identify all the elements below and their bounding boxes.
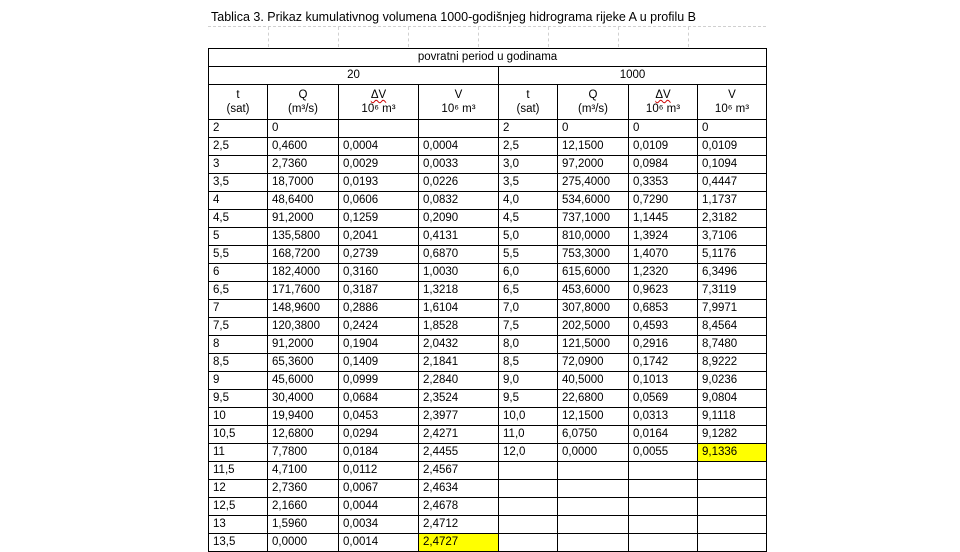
table-cell [499,462,558,480]
table-cell: 2,0432 [419,336,499,354]
table-cell: 275,4000 [558,174,629,192]
table-cell: 2,4678 [419,498,499,516]
table-cell: 0,2886 [339,300,419,318]
table-row [209,246,767,264]
table-cell: 0,2090 [419,210,499,228]
table-cell: 97,2000 [558,156,629,174]
table-cell: 1,2320 [629,264,698,282]
table-cell: 3 [209,156,268,174]
table-cell: 0,0112 [339,462,419,480]
table-cell: 1,1737 [698,192,767,210]
table-row [209,120,767,138]
table-cell: 0 [558,120,629,138]
table-row [209,462,767,480]
table-caption: Tablica 3. Prikaz kumulativnog volumena 1000-godišnjeg hidrograma rijeke A u profilu B [211,10,696,24]
table-cell: 6,3496 [698,264,767,282]
table-cell: 8,5 [209,354,268,372]
table-row [209,192,767,210]
table-row [209,480,767,498]
table-cell: 2,4634 [419,480,499,498]
table-cell: 0,1742 [629,354,698,372]
col-header: Q (m³/s) [268,85,339,120]
table-cell: 0,6870 [419,246,499,264]
table-cell: 10,0 [499,408,558,426]
table-cell: 5,1176 [698,246,767,264]
table-cell: 48,6400 [268,192,339,210]
table-cell: 121,5000 [558,336,629,354]
table-cell: 6,0750 [558,426,629,444]
table-cell: 6,0 [499,264,558,282]
table-cell: 12 [209,480,268,498]
table-row [209,174,767,192]
table-cell: 1,3218 [419,282,499,300]
col-header: t (sat) [209,85,268,120]
table-cell [558,534,629,552]
table-cell: 7,7800 [268,444,339,462]
table-cell: 2,4727 [419,534,499,552]
period-title: povratni period u godinama [209,49,767,67]
table-cell: 4,5 [209,210,268,228]
table-cell: 453,6000 [558,282,629,300]
table-cell: 0,0034 [339,516,419,534]
table-cell: 9,1118 [698,408,767,426]
table-cell: 11,0 [499,426,558,444]
table-cell: 0,3353 [629,174,698,192]
table-cell [698,534,767,552]
table-cell: 13,5 [209,534,268,552]
table-cell: 12,5 [209,498,268,516]
table-cell: 4,5 [499,210,558,228]
col-header: ΔV 10⁶ m³ [339,85,419,120]
table-cell: 1,3924 [629,228,698,246]
volume-table [208,48,767,552]
table-cell: 0,1904 [339,336,419,354]
table-cell: 8,4564 [698,318,767,336]
table-cell: 0,1013 [629,372,698,390]
table-cell: 0,0984 [629,156,698,174]
table-cell: 7,3119 [698,282,767,300]
table-cell [698,516,767,534]
table-cell: 2,3182 [698,210,767,228]
table-cell: 0,0164 [629,426,698,444]
table-cell: 12,1500 [558,138,629,156]
table-cell: 10 [209,408,268,426]
table-cell: 8,5 [499,354,558,372]
table-cell: 0,4447 [698,174,767,192]
table-cell: 2,7360 [268,156,339,174]
table-cell [558,462,629,480]
table-cell: 0,4131 [419,228,499,246]
table-cell: 9,5 [499,390,558,408]
table-cell: 2,4712 [419,516,499,534]
table-row [209,156,767,174]
col-header: t (sat) [499,85,558,120]
table-cell: 2,5 [209,138,268,156]
table-cell: 753,3000 [558,246,629,264]
table-cell: 11 [209,444,268,462]
table-cell: 171,7600 [268,282,339,300]
table-cell: 0 [268,120,339,138]
table-cell: 0,1094 [698,156,767,174]
table-cell: 7,5 [499,318,558,336]
table-row [209,264,767,282]
table-cell [558,516,629,534]
table-cell: 120,3800 [268,318,339,336]
table-cell: 18,7000 [268,174,339,192]
table-cell: 135,5800 [268,228,339,246]
table-cell: 0,0184 [339,444,419,462]
table-cell: 0,0067 [339,480,419,498]
table-cell: 5,0 [499,228,558,246]
table-cell: 19,9400 [268,408,339,426]
table-row [209,210,767,228]
table-row [209,534,767,552]
table-cell [558,480,629,498]
table-cell: 0,2424 [339,318,419,336]
table-cell: 1,8528 [419,318,499,336]
col-header: Q (m³/s) [558,85,629,120]
table-cell: 202,5000 [558,318,629,336]
table-cell [499,498,558,516]
table-cell: 1,5960 [268,516,339,534]
table-cell: 5,5 [209,246,268,264]
table-cell: 0,9623 [629,282,698,300]
table-cell: 615,6000 [558,264,629,282]
table-cell: 7,5 [209,318,268,336]
table-row [209,390,767,408]
table-row [209,354,767,372]
table-cell [558,498,629,516]
table-cell: 1,6104 [419,300,499,318]
table-cell: 2,5 [499,138,558,156]
table-cell: 91,2000 [268,210,339,228]
table-cell: 2,1841 [419,354,499,372]
table-cell: 3,7106 [698,228,767,246]
table-cell [629,516,698,534]
table-cell [499,534,558,552]
table-cell: 8,9222 [698,354,767,372]
table-row [209,372,767,390]
table-cell: 9 [209,372,268,390]
period-20-header: 20 [209,67,499,85]
column-header-row [209,85,767,120]
table-cell: 2,1660 [268,498,339,516]
table-cell: 0,1409 [339,354,419,372]
col-header: V 10⁶ m³ [419,85,499,120]
table-cell: 0,0033 [419,156,499,174]
table-cell: 0,0004 [339,138,419,156]
table-cell: 1,4070 [629,246,698,264]
table-row [209,426,767,444]
table-cell: 2,4567 [419,462,499,480]
table-cell [629,480,698,498]
period-1000-header: 1000 [499,67,767,85]
table-cell: 8,0 [499,336,558,354]
table-cell: 30,4000 [268,390,339,408]
table-cell: 65,3600 [268,354,339,372]
table-cell: 2 [499,120,558,138]
table-cell: 6 [209,264,268,282]
table-cell [629,462,698,480]
table-row [209,444,767,462]
table-cell: 0,0044 [339,498,419,516]
table-cell: 2,3524 [419,390,499,408]
table-cell: 0,0226 [419,174,499,192]
table-cell: 0 [698,120,767,138]
table-cell [698,462,767,480]
table-cell: 0,0606 [339,192,419,210]
table-cell: 45,6000 [268,372,339,390]
table-cell: 148,9600 [268,300,339,318]
table-cell: 2,4455 [419,444,499,462]
table-cell: 9,0804 [698,390,767,408]
table-cell: 0,0313 [629,408,698,426]
table-cell: 3,5 [209,174,268,192]
table-cell [629,534,698,552]
table-cell: 0,0029 [339,156,419,174]
table-cell: 0 [629,120,698,138]
table-cell [419,120,499,138]
table-cell: 2,4271 [419,426,499,444]
table-cell: 0,4600 [268,138,339,156]
table-cell: 2,3977 [419,408,499,426]
table-row [209,228,767,246]
table-cell: 0,0109 [629,138,698,156]
table-cell: 168,7200 [268,246,339,264]
table-cell: 0,1259 [339,210,419,228]
table-cell: 1,1445 [629,210,698,228]
table-cell: 12,6800 [268,426,339,444]
table-cell: 9,0 [499,372,558,390]
table-cell: 1,0030 [419,264,499,282]
table-cell: 0,0193 [339,174,419,192]
table-cell: 12,1500 [558,408,629,426]
table-cell: 0,2916 [629,336,698,354]
table-cell [339,120,419,138]
table-row [209,138,767,156]
table-cell: 22,6800 [558,390,629,408]
table-cell: 0,0832 [419,192,499,210]
table-cell: 4,0 [499,192,558,210]
table-row [209,498,767,516]
table-cell: 0,0000 [558,444,629,462]
table-cell: 9,0236 [698,372,767,390]
table-cell: 11,5 [209,462,268,480]
table-cell [629,498,698,516]
table-cell [499,516,558,534]
table-cell: 0,0109 [698,138,767,156]
table-cell: 0,0684 [339,390,419,408]
table-cell: 91,2000 [268,336,339,354]
table-cell: 10,5 [209,426,268,444]
table-row [209,300,767,318]
table-cell: 7,9971 [698,300,767,318]
table-cell: 0,0000 [268,534,339,552]
table-cell: 2,7360 [268,480,339,498]
table-cell: 0,0055 [629,444,698,462]
table-cell: 810,0000 [558,228,629,246]
table-cell: 0,7290 [629,192,698,210]
table-cell: 8,7480 [698,336,767,354]
table-cell: 13 [209,516,268,534]
table-cell: 7,0 [499,300,558,318]
table-cell: 0,2739 [339,246,419,264]
table-cell: 4,7100 [268,462,339,480]
table-cell: 307,8000 [558,300,629,318]
table-row [209,408,767,426]
table-cell: 0,6853 [629,300,698,318]
table-cell: 6,5 [499,282,558,300]
table-cell: 0,3160 [339,264,419,282]
faint-gridlines [208,26,766,47]
table-cell: 0,3187 [339,282,419,300]
table-cell: 72,0900 [558,354,629,372]
table-row [209,318,767,336]
table-cell: 4 [209,192,268,210]
table-cell [499,480,558,498]
table-cell: 9,1282 [698,426,767,444]
table-cell: 3,0 [499,156,558,174]
col-header: V 10⁶ m³ [698,85,767,120]
table-cell: 40,5000 [558,372,629,390]
col-header: ΔV 10⁶ m³ [629,85,698,120]
table-cell: 3,5 [499,174,558,192]
table-cell: 6,5 [209,282,268,300]
table-cell: 12,0 [499,444,558,462]
table-cell: 0,0294 [339,426,419,444]
table-cell: 534,6000 [558,192,629,210]
table-cell: 7 [209,300,268,318]
table-cell: 0,0999 [339,372,419,390]
table-cell: 8 [209,336,268,354]
table-row [209,282,767,300]
table-cell [698,480,767,498]
table-row [209,516,767,534]
table-cell: 5,5 [499,246,558,264]
table-cell: 9,5 [209,390,268,408]
table-cell: 0,0453 [339,408,419,426]
table-cell: 737,1000 [558,210,629,228]
table-row [209,336,767,354]
table-cell: 2,2840 [419,372,499,390]
table-cell: 182,4000 [268,264,339,282]
table-cell: 9,1336 [698,444,767,462]
table-cell: 0,2041 [339,228,419,246]
table-cell: 0,0569 [629,390,698,408]
table-cell: 0,0014 [339,534,419,552]
table-cell: 0,4593 [629,318,698,336]
table-cell [698,498,767,516]
table-cell: 5 [209,228,268,246]
table-cell: 2 [209,120,268,138]
table-cell: 0,0004 [419,138,499,156]
